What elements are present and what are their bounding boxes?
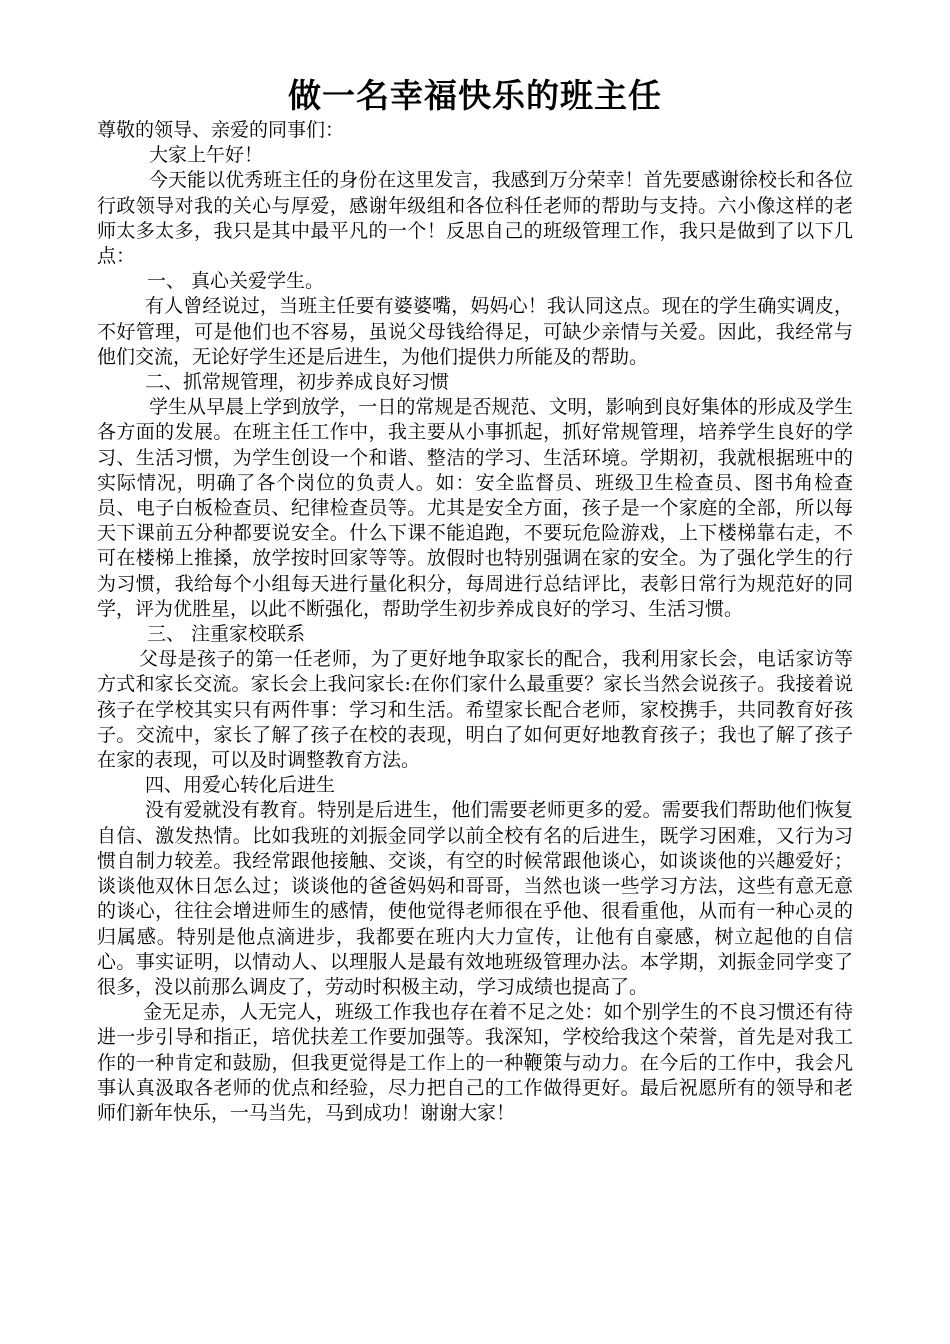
salutation: 尊敬的领导、亲爱的同事们：	[97, 119, 345, 141]
document-body	[97, 118, 853, 1126]
section-paragraph: 没有爱就没有教育。特别是后进生，他们需要老师更多的爱。需要我们帮助他们恢复自信、激发热情。比如我班的刘振金同学以前全校有名的后进生，既学习困难，又行为习惯自制力较差。我经常跟他接触、交谈，有空的时候常跟他谈心，如谈谈他的兴趣爱好；谈谈他双休日怎么过；谈谈他的爸爸妈妈和哥哥，当然也谈一些学习方法，这些有意无意的谈心，往往会增进师生的感情，使他觉得老师很在乎他、很看重他，从而有一种心灵的归属感。特别是他点滴进步，我都要在班内大力宣传，让他有自豪感，树立起他的自信心。事实证明，以情动人、以理服人是最有效地班级管理办法。本学期，刘振金同学变了很多，没以前那么调皮了，劳动时积极主动，学习成绩也提高了。	[97, 799, 853, 998]
section-heading: 三、 注重家校联系	[147, 623, 306, 646]
section-paragraph: 学生从早晨上学到放学，一日的常规是否规范、文明，影响到良好集体的形成及学生各方面的发展。在班主任工作中，我主要从小事抓起，抓好常规管理，培养学生良好的学习、生活习惯，为学生创设一个和谐、整洁的学习、生活环境。学期初，我就根据班中的实际情况，明确了各个岗位的负责人。如：安全监督员、班级卫生检查员、图书角检查员、电子白板检查员、纪律检查员等。尤其是安全方面，孩子是一个家庭的全部，所以每天下课前五分种都要说安全。什么下课不能追跑，不要玩危险游戏，上下楼梯靠右走，不可在楼梯上推搡，放学按时回家等等。放假时也特别强调在家的安全。为了强化学生的行为习惯，我给每个小组每天进行量化积分，每周进行总结评比，表彰日常行为规范好的同学，评为优胜星，以此不断强化，帮助学生初步养成良好的学习、生活习惯。	[97, 396, 853, 620]
intro-paragraph: 今天能以优秀班主任的身份在这里发言，我感到万分荣幸！首先要感谢徐校长和各位行政领导对我的关心与厚爱，感谢年级组和各位科任老师的帮助与支持。六小像这样的老师太多太多，我只是其中最平凡的一个！反思自己的班级管理工作，我只是做到了以下几点：	[97, 169, 853, 268]
section-paragraph: 有人曾经说过，当班主任要有婆婆嘴，妈妈心！我认同这点。现在的学生确实调皮，不好管理，可是他们也不容易，虽说父母钱给得足，可缺少亲情与关爱。因此，我经常与他们交流，无论好学生还是后进生，为他们提供力所能及的帮助。	[97, 295, 853, 368]
document-title: 做一名幸福快乐的班主任	[288, 76, 662, 115]
section-heading: 四、用爱心转化后进生	[145, 774, 336, 797]
section-heading: 一、 真心关爱学生。	[147, 270, 325, 293]
section-paragraph: 父母是孩子的第一任老师，为了更好地争取家长的配合，我利用家长会，电话家访等方式和家长交流。家长会上我问家长:在你们家什么最重要？家长当然会说孩子。我接着说孩子在学校其实只有两件事：学习和生活。希望家长配合老师，家校携手，共同教育好孩子。交流中，家长了解了孩子在校的表现，明白了如何更好地教育孩子；我也了解了孩子在家的表现，可以及时调整教育方法。	[97, 648, 853, 772]
closing-paragraph: 金无足赤，人无完人，班级工作我也存在着不足之处：如个别学生的不良习惯还有待进一步引导和指正，培优扶差工作要加强等。我深知，学校给我这个荣誉，首先是对我工作的一种肯定和鼓励，但我更觉得是工作上的一种鞭策与动力。在今后的工作中，我会凡事认真汲取各老师的优点和经验，尽力把自己的工作做得更好。最后祝愿所有的领导和老师们新年快乐，一马当先，马到成功！谢谢大家！	[97, 1001, 853, 1124]
greeting: 大家上午好！	[149, 144, 264, 167]
section-heading: 二、抓常规管理，初步养成良好习惯	[145, 371, 450, 394]
